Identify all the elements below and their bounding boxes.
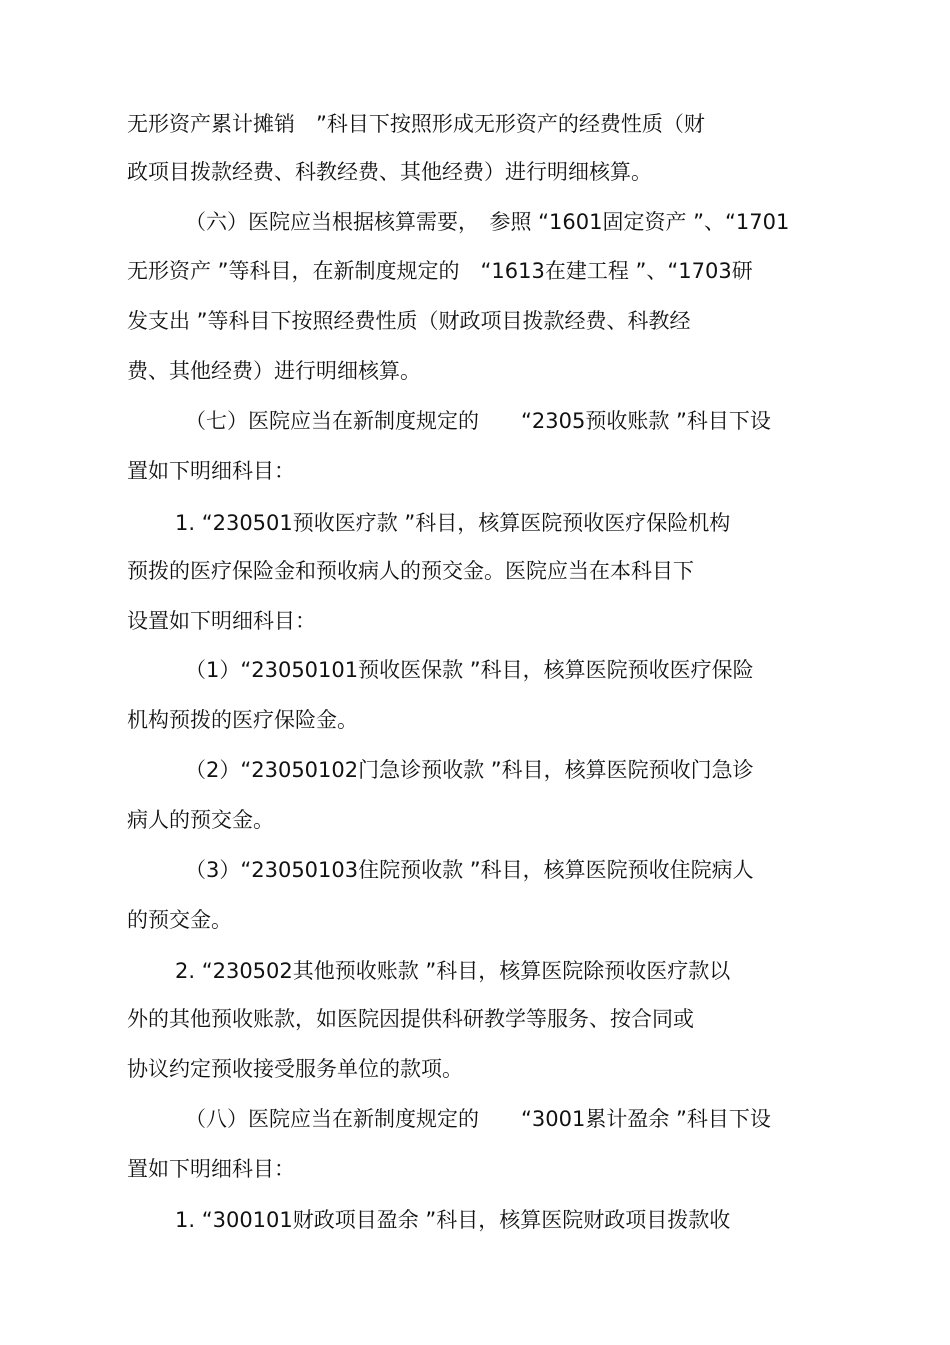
text-line: 费、其他经费）进行明细核算。 — [127, 359, 421, 383]
text-line: 预拨的医疗保险金和预收病人的预交金。医院应当在本科目下 — [127, 559, 694, 583]
text-line: 发支出 ”等科目下按照经费性质（财政项目拨款经费、科教经 — [127, 309, 691, 333]
text-line: 机构预拨的医疗保险金。 — [127, 708, 358, 732]
text-line: 政项目拨款经费、科教经费、其他经费）进行明细核算。 — [127, 160, 652, 184]
text-line: （3）“23050103住院预收款 ”科目，核算医院预收住院病人 — [185, 858, 754, 882]
text-line: （八）医院应当在新制度规定的 “3001累计盈余 ”科目下设 — [185, 1107, 771, 1131]
text-line: 2. “230502其他预收账款 ”科目，核算医院除预收医疗款以 — [175, 959, 731, 983]
text-line: 设置如下明细科目： — [127, 609, 316, 633]
text-line: （1）“23050101预收医保款 ”科目，核算医院预收医疗保险 — [185, 658, 754, 682]
text-line: 病人的预交金。 — [127, 808, 274, 832]
text-line: 1. “300101财政项目盈余 ”科目，核算医院财政项目拨款收 — [175, 1208, 731, 1232]
text-line: 的预交金。 — [127, 908, 232, 932]
text-line: 协议约定预收接受服务单位的款项。 — [127, 1057, 463, 1081]
text-line: （六）医院应当根据核算需要， 参照 “1601固定资产 ”、“1701 — [185, 210, 790, 234]
text-line: 无形资产 ”等科目，在新制度规定的 “1613在建工程 ”、“1703研 — [127, 259, 753, 283]
text-line: （七）医院应当在新制度规定的 “2305预收账款 ”科目下设 — [185, 409, 771, 433]
text-line: 无形资产累计摊销 ”科目下按照形成无形资产的经费性质（财 — [127, 112, 705, 136]
text-line: 置如下明细科目： — [127, 1157, 295, 1181]
text-line: （2）“23050102门急诊预收款 ”科目，核算医院预收门急诊 — [185, 758, 754, 782]
text-line: 1. “230501预收医疗款 ”科目，核算医院预收医疗保险机构 — [175, 511, 731, 535]
text-line: 置如下明细科目： — [127, 459, 295, 483]
text-line: 外的其他预收账款，如医院因提供科研教学等服务、按合同或 — [127, 1007, 694, 1031]
